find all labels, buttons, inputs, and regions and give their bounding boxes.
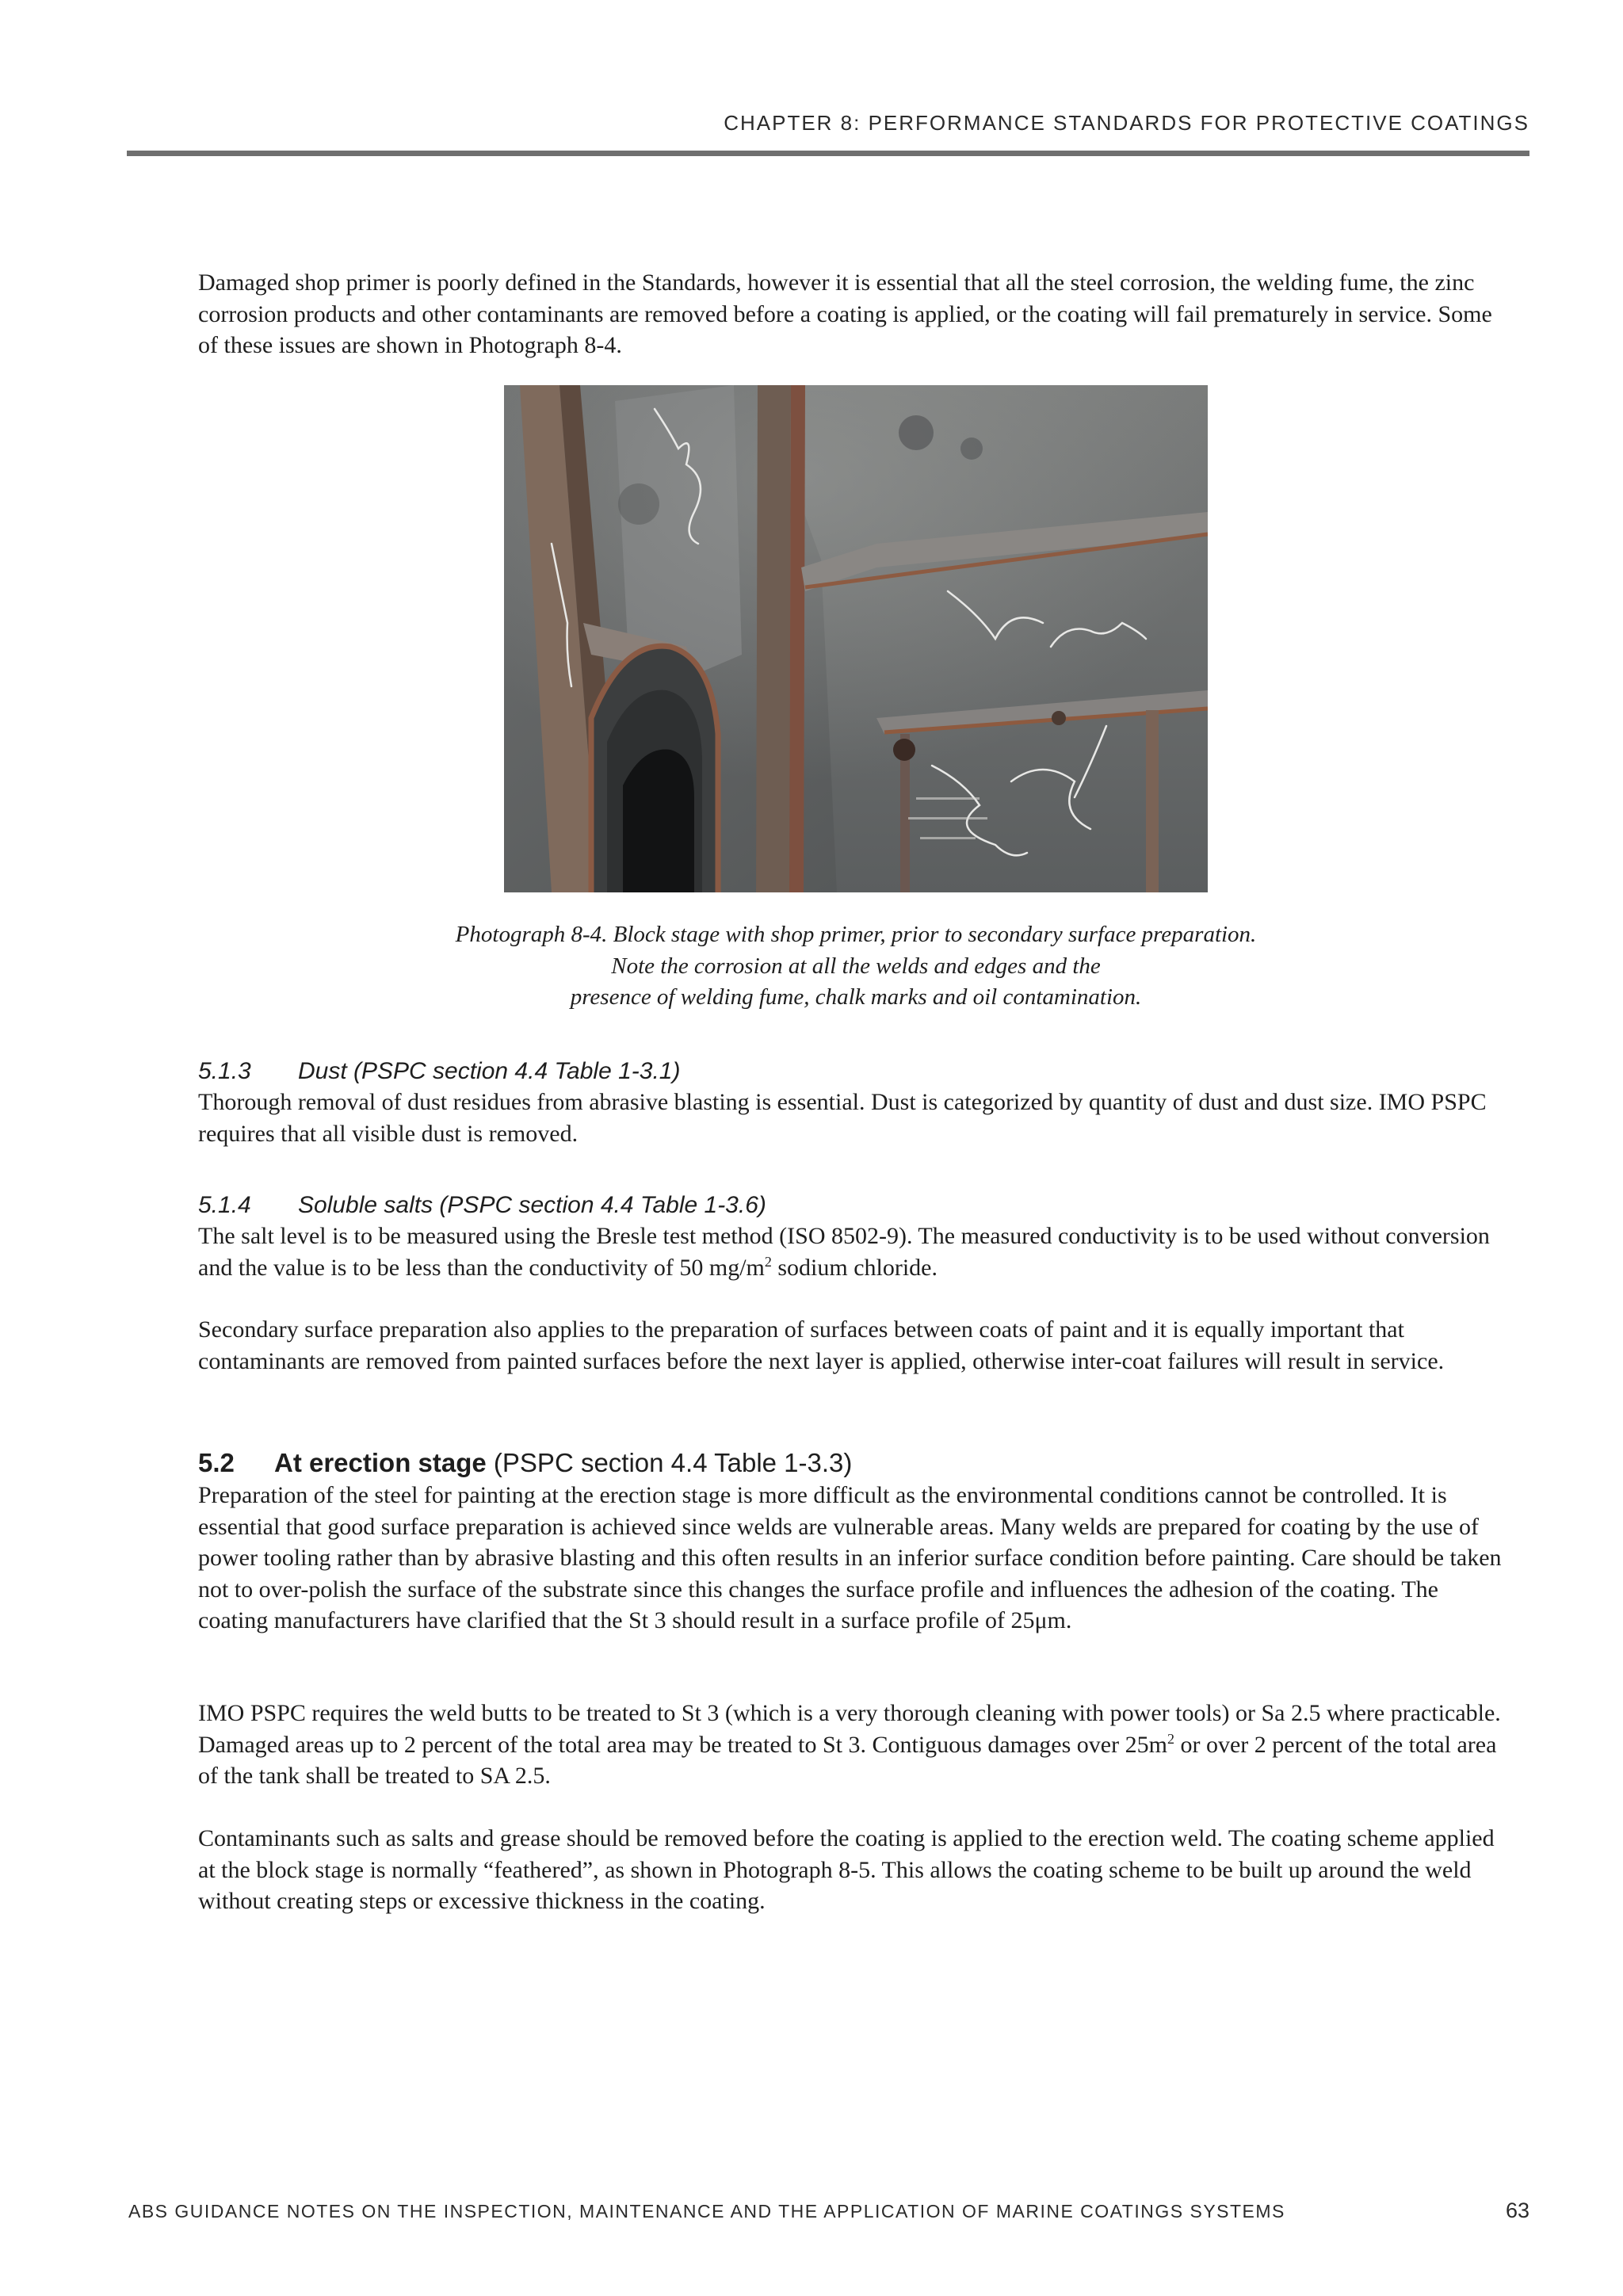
text-run: The salt level is to be measured using the Bresle test method (ISO 8502-9). The measured conductivity is to be used without conversion and the value is to be less than the conductivity of 50 mg/m (198, 1223, 1490, 1281)
heading-title: Dust (PSPC section 4.4 Table 1-3.1) (298, 1058, 681, 1084)
text-run: sodium chloride. (771, 1254, 938, 1281)
caption-line: Photograph 8-4. Block stage with shop primer, prior to secondary surface preparation. (455, 922, 1257, 947)
page-number: 63 (1505, 2199, 1529, 2222)
heading-title: At erection stage (274, 1448, 487, 1477)
superscript: 2 (1167, 1730, 1174, 1747)
heading-5-1-4 (198, 1191, 1514, 1220)
running-header: CHAPTER 8: PERFORMANCE STANDARDS FOR PROTECTIVE COATINGS (724, 111, 1529, 135)
heading-reference: (PSPC section 4.4 Table 1-3.3) (486, 1448, 853, 1477)
heading-number: 5.2 (198, 1448, 235, 1477)
superscript: 2 (764, 1253, 772, 1270)
caption-line: presence of welding fume, chalk marks and oil contamination. (570, 984, 1142, 1010)
text-run: or over 2 percent of the total area of the tank shall be treated to SA 2.5. (198, 1731, 1497, 1789)
intro-paragraph: Damaged shop primer is poorly defined in the Standards, however it is essential that all the steel corrosion, the welding fume, the zinc corrosion products and other contaminants are removed before a coating is applied, or the coating will fail prematurely in service. Some of these issues are shown in Photograph 8-4. (198, 269, 1492, 358)
heading-number: 5.1.4 (198, 1192, 251, 1218)
caption-line: Note the corrosion at all the welds and edges and the (611, 953, 1101, 979)
text-run: IMO PSPC requires the weld butts to be treated to St 3 (which is a very thorough cleaning with power tools) or Sa 2.5 where practicable. Damaged areas up to 2 percent of the total area may be treated to St 3. Contiguous damages over 25m (198, 1700, 1501, 1758)
header-rule (127, 151, 1529, 156)
heading-5-2 (198, 1448, 1514, 1478)
heading-5-1-3 (198, 1057, 1514, 1086)
heading-number: 5.1.3 (198, 1058, 251, 1084)
dust-paragraph: Thorough removal of dust residues from abrasive blasting is essential. Dust is categorized by quantity of dust and dust size. IMO PSPC requires that all visible dust is removed. (198, 1089, 1487, 1147)
photograph-caption (198, 919, 1514, 1014)
photograph-illustration (504, 385, 1208, 892)
secondary-preparation-paragraph: Secondary surface preparation also applies to the preparation of surfaces between coats of paint and it is equally important that contaminants are removed from painted surfaces before the next layer is applied, otherwise inter-coat failures will result in service. (198, 1316, 1445, 1374)
footer-publication-title: ABS GUIDANCE NOTES ON THE INSPECTION, MAINTENANCE AND THE APPLICATION OF MARINE COATINGS SYSTEMS (128, 2201, 1285, 2222)
contaminants-paragraph: Contaminants such as salts and grease should be removed before the coating is applied to the erection weld. The coating scheme applied at the block stage is normally “feathered”, as shown in Photograph 8-5. This allows the coating scheme to be built up around the weld without creating steps or excessive thickness in the coating. (198, 1825, 1495, 1914)
erection-stage-paragraph: Preparation of the steel for painting at the erection stage is more difficult as the environmental conditions cannot be controlled. It is essential that good surface preparation is achieved since welds are vulnerable areas. Many welds are prepared for coating by the use of power tooling rather than by abrasive blasting and this often results in an inferior surface condition before painting. Care should be taken not to over-polish the surface of the substrate since this changes the surface profile and influences the adhesion of the coating. The coating manufacturers have clarified that the St 3 should result in a surface profile of 25μm. (198, 1482, 1502, 1633)
soluble-salts-paragraph (198, 1221, 1514, 1283)
heading-title: Soluble salts (PSPC section 4.4 Table 1-3.6) (298, 1192, 766, 1218)
weld-butts-paragraph (198, 1698, 1514, 1792)
photograph-block-stage (504, 385, 1208, 892)
